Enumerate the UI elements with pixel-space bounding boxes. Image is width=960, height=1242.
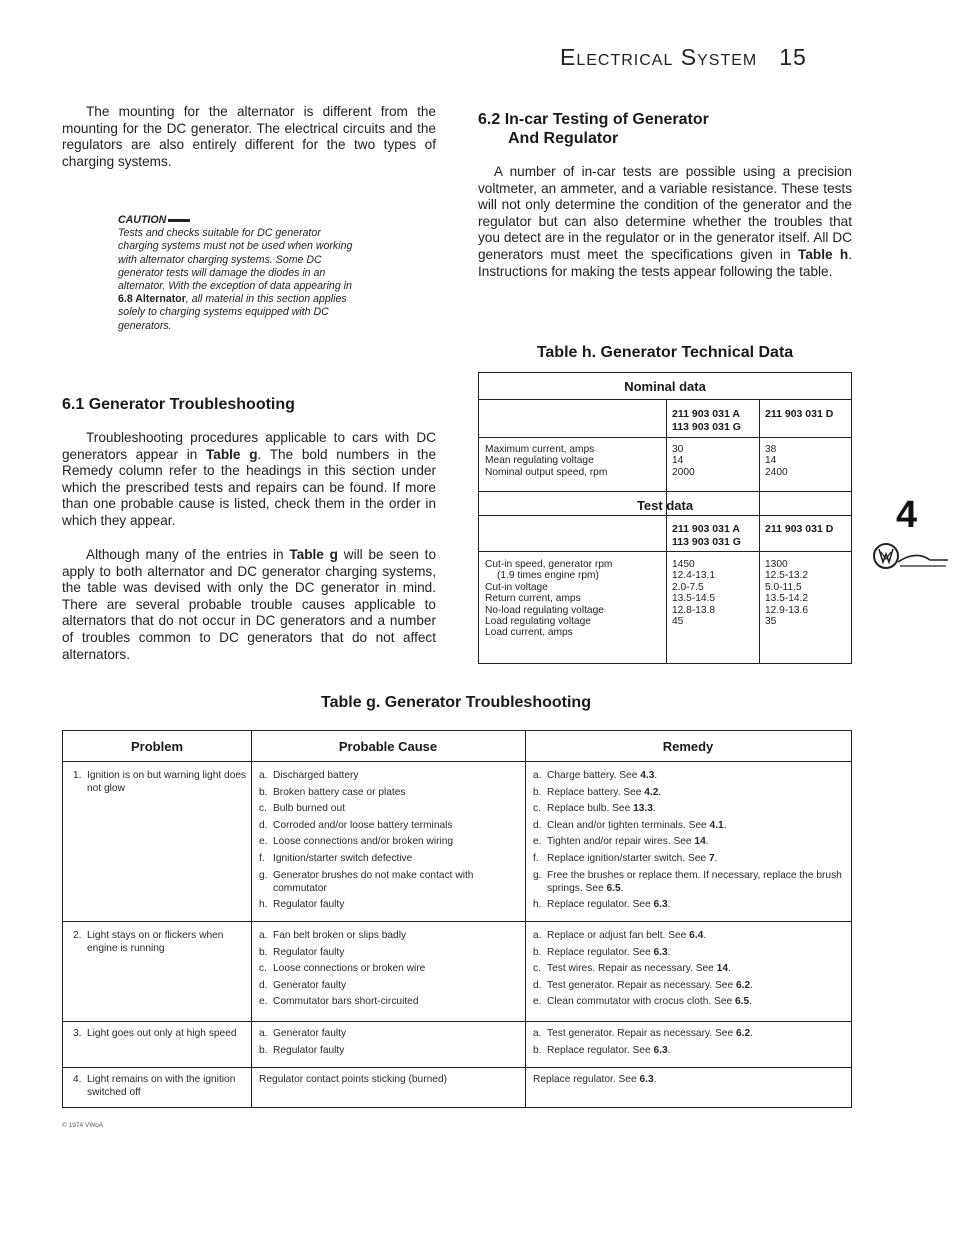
remedy-ref: 4.1 bbox=[709, 819, 724, 831]
table-row-causes bbox=[259, 769, 521, 915]
remedy-ref: 6.2 bbox=[735, 1028, 751, 1039]
cause-text: Loose connections and/or broken wiring bbox=[273, 836, 454, 848]
remedy-letter: a. bbox=[533, 1028, 542, 1039]
section-6-1-paragraph-1 bbox=[62, 430, 436, 530]
remedy-letter: d. bbox=[533, 979, 542, 991]
cause-text: Ignition/starter switch defective bbox=[273, 852, 413, 864]
cause-letter: a. bbox=[259, 930, 268, 941]
col1-line1: 211 903 031 A bbox=[672, 408, 740, 420]
nominal-label: Maximum current, amps bbox=[485, 444, 595, 455]
cause-letter: e. bbox=[259, 996, 268, 1008]
intro-paragraph: The mounting for the alternator is different from the mounting for the DC generator. The electrical circuits and the regulators are also entirely different for the two types of charging systems. bbox=[62, 104, 436, 169]
nominal-label: Nominal output speed, rpm bbox=[485, 466, 608, 478]
table-row-problem bbox=[73, 1073, 247, 1099]
table-h-test-title: Test data bbox=[636, 498, 694, 513]
section-6-1-heading: 6.1 Generator Troubleshooting bbox=[62, 396, 295, 413]
test-label: Cut-in speed, generator rpm bbox=[485, 559, 613, 570]
table-h bbox=[478, 372, 852, 664]
running-header bbox=[560, 44, 807, 71]
table-h-nominal-title: Nominal data bbox=[624, 379, 706, 394]
section-6-2-heading-line2: And Regulator bbox=[508, 130, 619, 147]
cause-letter: h. bbox=[259, 899, 268, 911]
caution-bar bbox=[168, 219, 190, 222]
remedy-letter: h. bbox=[533, 899, 542, 911]
cause-letter: e. bbox=[259, 836, 268, 848]
remedy-ref: 4.3 bbox=[640, 770, 655, 781]
remedy-letter: a. bbox=[533, 930, 542, 941]
nominal-value-d: 2400 bbox=[765, 466, 788, 478]
cause-letter: d. bbox=[259, 979, 268, 991]
nominal-value-a: 30 bbox=[672, 444, 684, 455]
cause-text: Regulator contact points sticking (burned) bbox=[259, 1074, 448, 1085]
remedy-ref: 7 bbox=[708, 852, 715, 864]
test-label: Load regulating voltage bbox=[485, 616, 591, 628]
header-title: Electrical System bbox=[560, 44, 758, 70]
remedy-ref: 6.3 bbox=[639, 1074, 654, 1085]
problem-text: Light stays on or flickers when engine is running bbox=[87, 930, 224, 955]
caution-note bbox=[118, 214, 363, 333]
remedy-letter: g. bbox=[533, 869, 542, 881]
remedy-ref: 13.3 bbox=[633, 803, 653, 815]
p2-ref: Table g bbox=[289, 547, 338, 562]
table-h-nominal-labels bbox=[485, 444, 665, 478]
table-row-problem bbox=[73, 769, 247, 795]
cause-letter: c. bbox=[259, 803, 267, 815]
table-row-remedies: a. Replace or adjust fan belt. See 6.4. b. Replace regulator. See 6.3. c. Test wires. Repair as necessary. See 14. d. Test generator. Repair as necessary. See 6.2. e. Clean commutator with crocus cloth. See 6.5. bbox=[533, 930, 753, 1008]
remedy-letter: e. bbox=[533, 996, 542, 1008]
cause-text: Generator faulty bbox=[273, 979, 347, 991]
problem-number: 1. bbox=[73, 770, 82, 781]
problem-text: Light remains on with the ignition switched off bbox=[87, 1074, 236, 1099]
remedy-letter: b. bbox=[533, 1044, 542, 1056]
test-value-a: 2.0-7.5 bbox=[672, 581, 704, 593]
remedy-text: Replace regulator. See bbox=[547, 899, 654, 911]
test-label: Return current, amps bbox=[485, 593, 581, 605]
page-number: 15 bbox=[779, 44, 807, 70]
table-h-col2-header: 211 903 031 D bbox=[765, 408, 834, 420]
nominal-value-a: 14 bbox=[672, 455, 684, 467]
cause-text: Loose connections or broken wire bbox=[273, 963, 426, 975]
cause-letter: a. bbox=[259, 1028, 268, 1039]
problem-number: 2. bbox=[73, 930, 82, 941]
cause-letter: a. bbox=[259, 770, 268, 781]
remedy-text: Test generator. Repair as necessary. See bbox=[547, 979, 736, 991]
test-value-a: 12.8-13.8 bbox=[672, 604, 716, 616]
remedy-letter: b. bbox=[533, 946, 542, 958]
cause-text: Fan belt broken or slips badly bbox=[273, 930, 407, 941]
remedy-letter: c. bbox=[533, 803, 541, 815]
caution-text-pre: Tests and checks suitable for DC generator charging systems must not be used when working with alternator charging systems. Some DC generator tests will damage the diodes in an alternator. With the exception of data appearing in bbox=[118, 227, 353, 293]
test-value-d: 35 bbox=[765, 616, 777, 628]
cause-text: Discharged battery bbox=[273, 770, 359, 781]
p2-pre: Although many of the entries in bbox=[86, 547, 290, 562]
remedy-letter: a. bbox=[533, 770, 542, 781]
remedy-text: Test generator. Repair as necessary. See bbox=[547, 1028, 736, 1039]
remedy-text: Test wires. Repair as necessary. See bbox=[547, 963, 717, 975]
nominal-label: Mean regulating voltage bbox=[485, 455, 594, 467]
remedy-letter: b. bbox=[533, 786, 542, 798]
remedy-letter: e. bbox=[533, 836, 542, 848]
cause-letter: b. bbox=[259, 786, 268, 798]
table-h-nominal-col1 bbox=[672, 444, 758, 478]
cause-text: Commutator bars short-circuited bbox=[273, 996, 419, 1008]
table-h-test-col2 bbox=[765, 559, 845, 627]
remedy-text: Clean and/or tighten terminals. See bbox=[547, 819, 710, 831]
remedy-ref: 6.3 bbox=[653, 946, 668, 958]
test-value-d: 5.0-11.5 bbox=[765, 581, 802, 593]
test-value-d: 13.5-14.2 bbox=[765, 593, 809, 605]
section-6-2-heading-line1: 6.2 In-car Testing of Generator bbox=[478, 111, 709, 128]
nominal-value-d: 14 bbox=[765, 455, 777, 467]
caution-ref: 6.8 Alternator bbox=[118, 293, 186, 306]
cause-letter: g. bbox=[259, 869, 268, 881]
table-h-nominal-col2 bbox=[765, 444, 845, 478]
remedy-text: Clean commutator with crocus cloth. See bbox=[547, 996, 735, 1008]
remedy-text: Tighten and/or repair wires. See bbox=[547, 836, 695, 848]
col1-line1: 211 903 031 A bbox=[672, 523, 740, 535]
table-h-caption: Table h. Generator Technical Data bbox=[536, 344, 794, 361]
table-h-test-labels bbox=[485, 559, 665, 639]
table-row-remedies: Replace regulator. See 6.3. bbox=[533, 1074, 657, 1085]
remedy-text: Replace battery. See bbox=[547, 786, 645, 798]
test-label: Cut-in voltage bbox=[485, 581, 548, 593]
test-value-a: 45 bbox=[672, 616, 684, 628]
p1-post: . The bold numbers in the Remedy column refer to the headings in this section under which the prescribed tests and repairs can be found. If more than one probable cause is listed, check them in the order in which they appear. bbox=[62, 446, 437, 528]
caution-text-post: , all material in this section applies solely to charging systems equipped with DC generators. bbox=[118, 293, 347, 332]
table-g-header-cause: Probable Cause bbox=[338, 739, 438, 754]
vw-logo-icon bbox=[870, 536, 950, 576]
test-value-d: 12.9-13.6 bbox=[765, 604, 809, 616]
remedy-ref: 6.3 bbox=[653, 899, 668, 911]
table-row-causes bbox=[259, 929, 521, 1012]
chapter-number-marker: 4 bbox=[896, 494, 918, 536]
remedy-text: Replace regulator. See bbox=[547, 946, 654, 958]
remedy-text: Replace regulator. See bbox=[547, 1044, 654, 1056]
table-h-test-col2-header: 211 903 031 D bbox=[765, 523, 834, 535]
test-value-a: 1450 bbox=[672, 559, 695, 570]
remedy-ref: 6.3 bbox=[653, 1044, 668, 1056]
table-g-header-remedy: Remedy bbox=[662, 739, 714, 754]
cause-letter: c. bbox=[259, 963, 267, 975]
remedy-text: Replace or adjust fan belt. See bbox=[547, 930, 690, 941]
cause-letter: b. bbox=[259, 946, 268, 958]
table-g-caption: Table g. Generator Troubleshooting bbox=[321, 694, 591, 711]
remedy-text: Replace ignition/starter switch. See bbox=[547, 852, 709, 864]
remedy-letter: f. bbox=[533, 852, 539, 864]
cause-text: Generator faulty bbox=[273, 1028, 347, 1039]
cause-text: Regulator faulty bbox=[273, 946, 345, 958]
test-label: No-load regulating voltage bbox=[485, 604, 604, 616]
test-label: Load current, amps bbox=[485, 627, 573, 639]
test-value-a: 12.4-13.1 bbox=[672, 570, 716, 582]
cause-text: Generator brushes do not make contact with commutator bbox=[273, 869, 474, 894]
cause-text: Broken battery case or plates bbox=[273, 786, 406, 798]
nominal-value-d: 38 bbox=[765, 444, 777, 455]
cause-letter: d. bbox=[259, 819, 268, 831]
problem-text: Light goes out only at high speed bbox=[87, 1028, 237, 1039]
section-6-2-heading bbox=[478, 110, 709, 148]
test-value-d: 1300 bbox=[765, 559, 788, 570]
col1-line2: 113 903 031 G bbox=[672, 420, 741, 433]
caution-title: CAUTION bbox=[118, 214, 167, 226]
table-g-header-problem: Problem bbox=[130, 739, 183, 754]
p2-post: will be seen to apply to both alternator and DC generator charging systems, the table was devised with only the DC generator in mind. There are several probable trouble causes applicable to alternators that do not occur in DC generators and a number of troubles common to DC generators that do not affect alternators. bbox=[62, 547, 437, 662]
test-label: (1.9 times engine rpm) bbox=[497, 570, 599, 582]
table-row-remedies: a. Charge battery. See 4.3. b. Replace battery. See 4.2. c. Replace bulb. See 13.3. d. Clean and/or tighten terminals. See 4.1. e. Tighten and/or repair wires. See 14. f. Replace ignition/starter switch. See 7. g. Free the brushes or replace them. If necessary, replace the brush springs. See 6.5. h. Replace regulator. See 6.3. bbox=[533, 770, 842, 911]
remedy-ref: 6.5 bbox=[606, 882, 621, 894]
p1-pre: Troubleshooting procedures applicable to cars with DC generators appear in bbox=[62, 430, 436, 462]
test-value-a: 13.5-14.5 bbox=[672, 593, 716, 605]
cause-text: Regulator faulty bbox=[273, 1044, 345, 1056]
nominal-value-a: 2000 bbox=[672, 466, 695, 478]
cause-letter: b. bbox=[259, 1044, 268, 1056]
problem-text: Ignition is on but warning light does not glow bbox=[87, 770, 247, 795]
table-row-causes bbox=[259, 1073, 521, 1090]
p1-ref: Table g bbox=[206, 446, 258, 462]
section-6-2-paragraph bbox=[478, 164, 852, 280]
cause-text: Bulb burned out bbox=[273, 803, 345, 815]
remedy-ref: 14 bbox=[716, 963, 729, 975]
remedy-ref: 14 bbox=[694, 836, 706, 848]
s62-ref: Table h bbox=[798, 246, 849, 262]
s62-pre: A number of in-car tests are possible using a precision voltmeter, an ammeter, and a variable resistance. These tests will not only determine the condition of the generator and the regulator but can also determine whether the troubles that you detect are in the regulator or in the generator itself. All DC generators must meet the specifications given in bbox=[478, 164, 852, 262]
table-row-problem bbox=[73, 929, 247, 955]
remedy-ref: 4.2 bbox=[644, 786, 659, 798]
table-h-test-col1-header bbox=[672, 523, 758, 548]
table-row-causes bbox=[259, 1027, 521, 1060]
test-value-d: 12.5-13.2 bbox=[765, 570, 809, 582]
cause-text: Corroded and/or loose battery terminals bbox=[273, 819, 453, 831]
remedy-text: Charge battery. See bbox=[547, 770, 641, 781]
remedy-text: Free the brushes or replace them. If necessary, replace the brush springs. See bbox=[547, 869, 842, 894]
remedy-ref: 6.4 bbox=[689, 930, 704, 941]
problem-number: 3. bbox=[73, 1028, 82, 1039]
remedy-letter: c. bbox=[533, 963, 541, 975]
table-row-problem bbox=[73, 1027, 247, 1040]
table-h-test-col1 bbox=[672, 559, 758, 627]
remedy-text: Replace bulb. See bbox=[547, 803, 634, 815]
table-h-col1-header bbox=[672, 408, 758, 433]
table-g bbox=[62, 730, 852, 1108]
remedy-ref: 6.2 bbox=[735, 979, 751, 991]
cause-letter: f. bbox=[259, 852, 265, 864]
col1-line2: 113 903 031 G bbox=[672, 535, 741, 548]
remedy-letter: d. bbox=[533, 819, 542, 831]
copyright-footer: © 1974 VWoA bbox=[62, 1122, 104, 1129]
remedy-text: Replace regulator. See bbox=[533, 1074, 640, 1085]
problem-number: 4. bbox=[73, 1074, 82, 1085]
table-row-remedies: a. Test generator. Repair as necessary. See 6.2. b. Replace regulator. See 6.3. bbox=[533, 1028, 753, 1056]
cause-text: Regulator faulty bbox=[273, 899, 345, 911]
remedy-ref: 6.5 bbox=[734, 996, 750, 1008]
s62-post: . Instructions for making the tests appear following the table. bbox=[478, 246, 853, 279]
section-6-1-paragraph-2 bbox=[62, 547, 436, 663]
